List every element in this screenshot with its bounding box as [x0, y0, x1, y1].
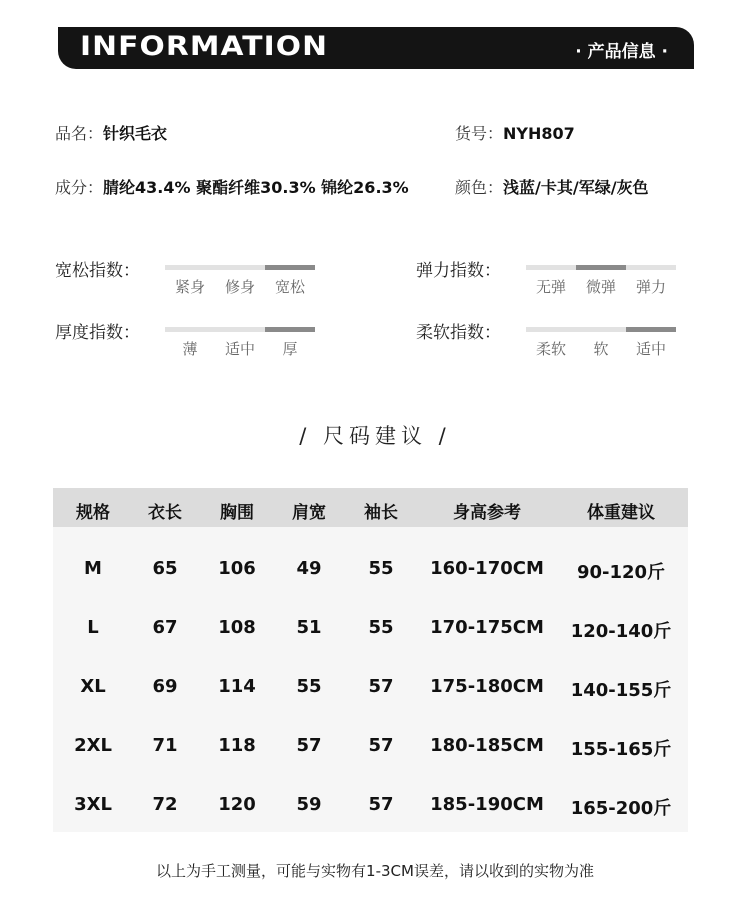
table-cell: 69 [152, 676, 178, 697]
meter-segment [626, 265, 676, 270]
table-cell: XL [80, 676, 106, 697]
table-cell: M [84, 558, 102, 579]
table-cell: 185-190CM [430, 794, 544, 815]
table-cell: 55 [368, 617, 394, 638]
meter-option: 宽松 [274, 278, 305, 296]
meter-option: 柔软 [535, 340, 566, 358]
table-header [53, 488, 688, 527]
meter-bar [165, 327, 315, 332]
table-cell: 118 [218, 735, 256, 756]
table-cell: 155-165斤 [570, 739, 672, 760]
table-cell: 72 [152, 794, 178, 815]
material-row [55, 175, 409, 198]
color-value: 浅蓝/卡其/军绿/灰色 [503, 178, 649, 197]
table-cell: 67 [152, 617, 178, 638]
table-cell: 120-140斤 [570, 621, 672, 642]
table-cell: 57 [296, 735, 322, 756]
meter-label: 厚度指数： [55, 323, 140, 343]
meter-segment [526, 327, 576, 332]
meter-option: 薄 [182, 340, 198, 358]
meter-segment [215, 327, 265, 332]
meter-segment [265, 265, 315, 270]
table-cell: L [87, 617, 99, 638]
meter-option: 修身 [224, 278, 255, 296]
meter-segment [215, 265, 265, 270]
color-label: 颜色： [455, 178, 504, 197]
meter-segment [165, 327, 215, 332]
meter-segment [626, 327, 676, 332]
table-cell: 49 [296, 558, 322, 579]
table-cell: 59 [296, 794, 322, 815]
size-table [53, 488, 688, 832]
meter-segment [576, 327, 626, 332]
column-header: 胸围 [220, 503, 254, 523]
meter-bar [526, 265, 676, 270]
table-cell: 180-185CM [430, 735, 544, 756]
table-cell: 57 [368, 735, 394, 756]
meter-segment [265, 327, 315, 332]
product-name-label: 品名： [55, 124, 104, 143]
table-cell: 3XL [74, 794, 112, 815]
meter-label: 弹力指数： [416, 261, 501, 281]
meter-segment [165, 265, 215, 270]
meter-option: 厚 [282, 340, 298, 358]
table-cell: 55 [368, 558, 394, 579]
table-cell: 140-155斤 [570, 680, 672, 701]
table-cell: 108 [218, 617, 256, 638]
sku-label: 货号： [455, 124, 504, 143]
column-header: 规格 [76, 503, 110, 523]
table-cell: 51 [296, 617, 322, 638]
table-cell: 2XL [74, 735, 112, 756]
banner-title: INFORMATION [80, 31, 329, 62]
column-header: 袖长 [364, 503, 398, 523]
meter-bar [165, 265, 315, 270]
table-cell: 120 [218, 794, 256, 815]
sku-value: NYH807 [503, 124, 575, 143]
meter-option: 紧身 [174, 278, 205, 296]
sku-row [455, 121, 575, 144]
table-cell: 65 [152, 558, 178, 579]
table-row [53, 657, 688, 716]
table-cell: 175-180CM [430, 676, 544, 697]
info-banner [58, 27, 694, 69]
table-cell: 90-120斤 [576, 562, 666, 583]
table-cell: 114 [218, 676, 256, 697]
size-section-title: / 尺码建议 / [299, 424, 451, 448]
meter-option: 适中 [224, 340, 255, 358]
meter-segment [576, 265, 626, 270]
meter-option: 软 [593, 340, 609, 358]
product-name-value: 针织毛衣 [103, 124, 168, 143]
measurement-footnote: 以上为手工测量，可能与实物有1-3CM误差，请以收到的实物为准 [156, 862, 594, 880]
product-name-row [55, 121, 167, 144]
column-header: 身高参考 [453, 503, 521, 523]
table-row [53, 716, 688, 775]
table-row [53, 598, 688, 657]
column-header: 肩宽 [292, 503, 326, 523]
table-cell: 165-200斤 [570, 798, 672, 819]
table-cell: 170-175CM [430, 617, 544, 638]
column-header: 体重建议 [587, 503, 655, 523]
meter-label: 柔软指数： [416, 323, 501, 343]
material-label: 成分： [55, 178, 104, 197]
meter-bar [526, 327, 676, 332]
table-cell: 57 [368, 676, 394, 697]
meter-option: 适中 [635, 340, 666, 358]
meter-option: 微弹 [585, 278, 616, 296]
meter-option: 弹力 [635, 278, 666, 296]
banner-subtitle: · 产品信息 · [575, 42, 668, 62]
table-cell: 55 [296, 676, 322, 697]
column-header: 衣长 [148, 503, 182, 523]
table-cell: 160-170CM [430, 558, 544, 579]
table-cell: 106 [218, 558, 256, 579]
table-cell: 57 [368, 794, 394, 815]
table-cell: 71 [152, 735, 178, 756]
color-row [455, 175, 649, 198]
table-row [53, 539, 688, 598]
meter-label: 宽松指数： [55, 261, 140, 281]
material-value: 腈纶43.4% 聚酯纤维30.3% 锦纶26.3% [103, 178, 409, 197]
meter-option: 无弹 [535, 278, 566, 296]
meter-segment [526, 265, 576, 270]
table-row [53, 775, 688, 834]
